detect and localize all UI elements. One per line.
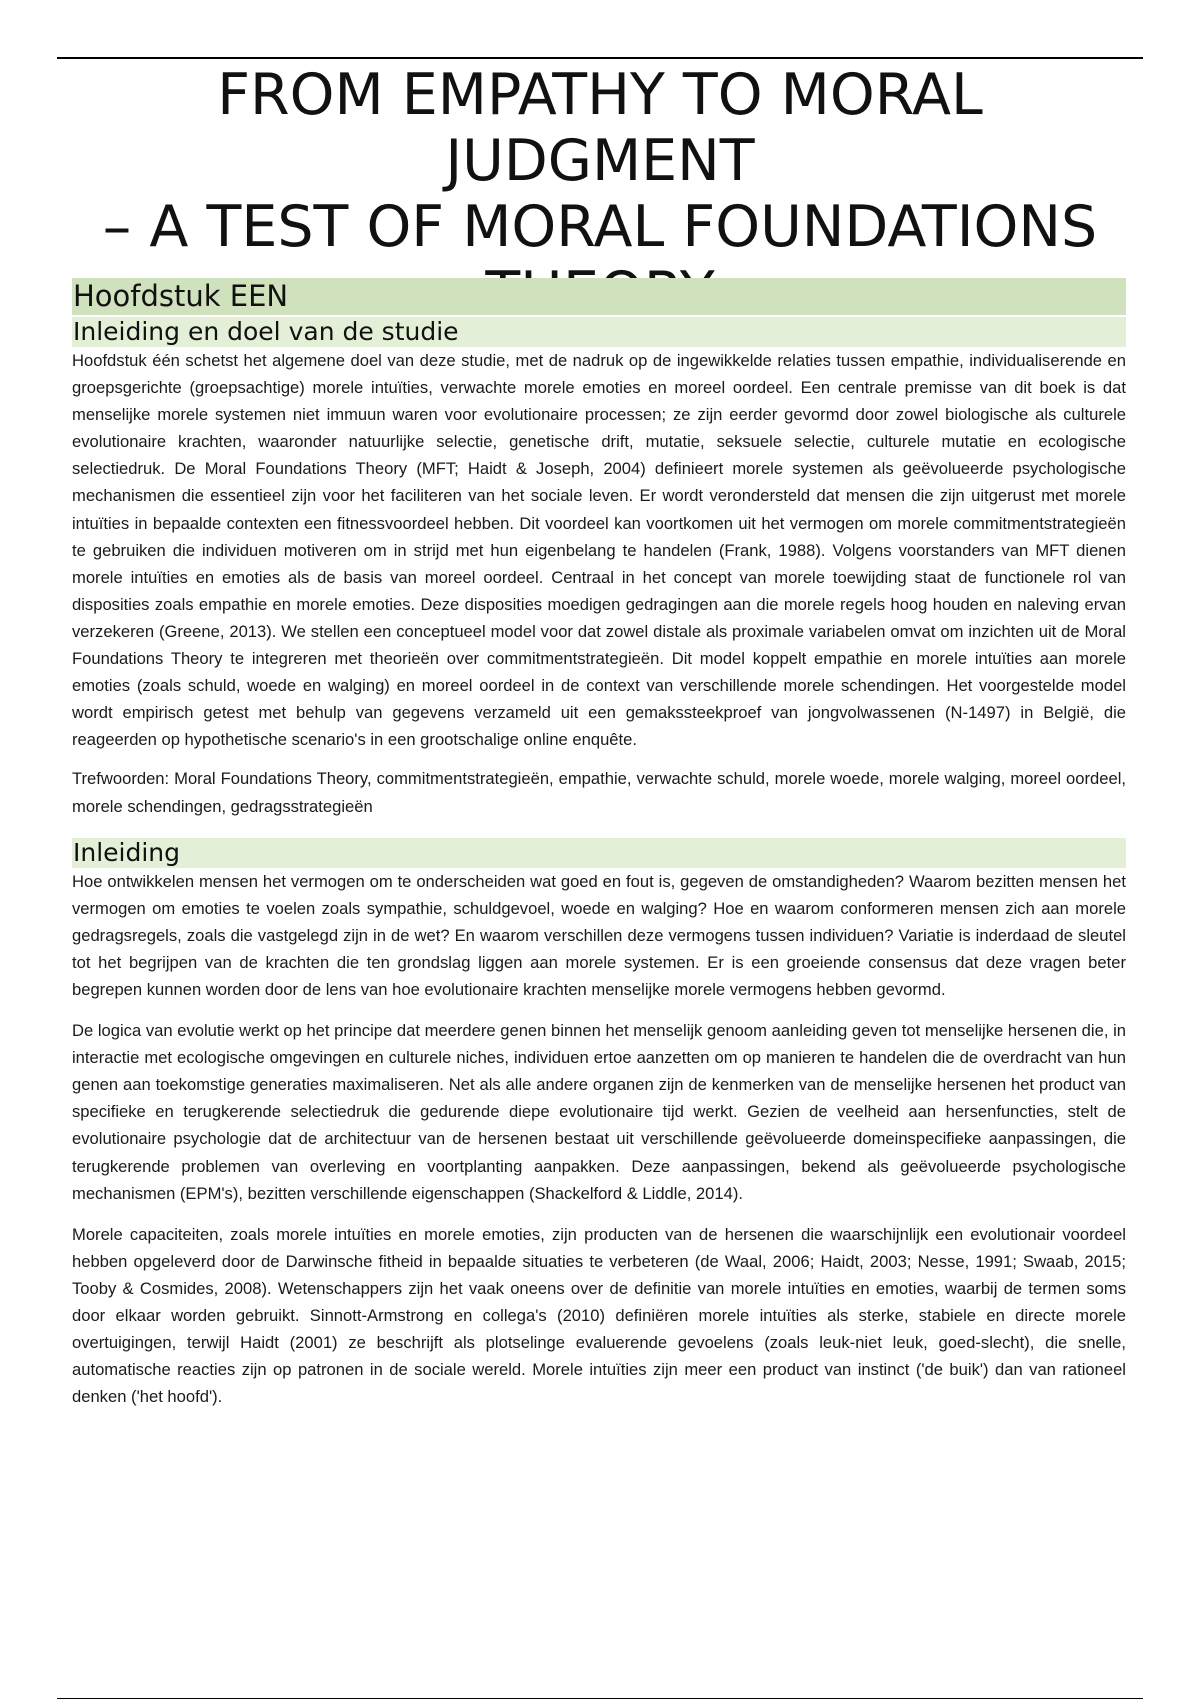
bottom-rule	[57, 1698, 1143, 1699]
keywords-paragraph: Trefwoorden: Moral Foundations Theory, commitmentstrategieën, empathie, verwachte schuld, morele woede, morele walging, moreel oordeel, morele schendingen, gedragsstrategieën	[72, 769, 1126, 816]
abstract-paragraph: Hoofdstuk één schetst het algemene doel van deze studie, met de nadruk op de ingewikkelde relaties tussen empathie, individualiserende en groepsgerichte (groepsachtige) morele intuïties, verwachte morele emoties en moreel oordeel. Een centrale premisse van dit boek is dat menselijke morele systemen niet immuun waren voor evolutionaire processen; ze zijn eerder gevormd door zowel biologische als culturele evolutionaire krachten, waaronder natuurlijke selectie, genetische drift, mutatie, seksuele selectie, culturele mutatie en ecologische selectiedruk. De Moral Foundations Theory (MFT; Haidt & Joseph, 2004) definieert morele systemen als geëvolueerde psychologische mechanismen die essentieel zijn voor het faciliteren van het sociale leven. Er wordt verondersteld dat mensen die zijn uitgerust met morele intuïties in bepaalde contexten een fitnessvoordeel hebben. Dit voordeel kan voortkomen uit het vermogen om morele commitmentstrategieën te gebruiken die individuen motiveren om in strijd met hun eigenbelang te handelen (Frank, 1988). Volgens voorstanders van MFT dienen morele intuïties en emoties als de basis van moreel oordeel. Centraal in het concept van morele toewijding staat de functionele rol van disposities zoals empathie en morele emoties. Deze disposities moedigen gedragingen aan die morele regels hoog houden en naleving ervan verzekeren (Greene, 2013). We stellen een conceptueel model voor dat zowel distale als proximale variabelen omvat om inzichten uit de Moral Foundations Theory te integreren met theorieën over commitmentstrategieën. Dit model koppelt empathie en morele intuïties aan morele emoties (zoals schuld, woede en walging) en moreel oordeel in de context van verschillende morele schendingen. Het voorgestelde model wordt empirisch getest met behulp van gegevens verzameld uit een gemakssteekproef van jongvolwassenen (N-1497) in België, die reageerden op hypothetische scenario's in een grootschalige online enquête.	[72, 351, 1126, 750]
body-paragraph: Morele capaciteiten, zoals morele intuïties en morele emoties, zijn producten van de hersenen die waarschijnlijk een evolutionair voordeel hebben opgeleverd door de Darwinsche fitheid in bepaalde situaties te verbeteren (de Waal, 2006; Haidt, 2003; Nesse, 1991; Swaab, 2015; Tooby & Cosmides, 2008). Wetenschappers zijn het vaak oneens over de definitie van morele intuïties en emoties, waarbij de termen soms door elkaar worden gebruikt. Sinnott-Armstrong en collega's (2010) definiëren morele intuïties als sterke, stabiele en directe morele overtuigingen, terwijl Haidt (2001) ze beschrijft als plotselinge evaluerende gevoelens (zoals leuk-niet leuk, goed-slecht), die snelle, automatische reacties zijn op patronen in de sociale wereld. Morele intuïties zijn meer een product van instinct ('de buik') dan van rationeel denken ('het hoofd').	[72, 1224, 1126, 1407]
document-body	[72, 278, 1126, 1410]
section-heading-intro-purpose: Inleiding en doel van de studie	[72, 317, 1126, 347]
title-line-2: – A TEST OF MORAL FOUNDATIONS	[102, 194, 1098, 260]
body-paragraph: De logica van evolutie werkt op het principe dat meerdere genen binnen het menselijk genoom aanleiding geven tot menselijke hersenen die, in interactie met ecologische omgevingen en culturele niches, individuen ertoe aanzetten om op manieren te handelen die de overdracht van hun genen aan toekomstige generaties maximaliseren. Net als alle andere organen zijn de kenmerken van de menselijke hersenen het product van specifieke en terugkerende selectiedruk die gedurende diepe evolutionaire tijd werkt. Gezien de veelheid aan hersenfuncties, stelt de evolutionaire psychologie dat de architectuur van de hersenen bestaat uit verschillende geëvolueerde domeinspecifieke aanpassingen, die terugkerende problemen van overleving en voortplanting aanpakken. Deze aanpassingen, bekend als geëvolueerde psychologische mechanismen (EPM's), bezitten verschillende eigenschappen (Shackelford & Liddle, 2014).	[72, 1021, 1126, 1203]
top-rule	[57, 57, 1143, 59]
title-line-1: FROM EMPATHY TO MORAL JUDGMENT	[217, 62, 983, 194]
section-heading-introduction: Inleiding	[72, 838, 1126, 868]
body-paragraph: Hoe ontwikkelen mensen het vermogen om te onderscheiden wat goed en fout is, gegeven de omstandigheden? Waarom bezitten mensen het vermogen om emoties te voelen zoals sympathie, schuldgevoel, woede en walging? Hoe en waarom conformeren mensen zich aan morele gedragsregels, zoals die vastgelegd zijn in de wet? En waarom verschillen deze vermogens tussen individuen? Variatie is inderdaad de sleutel tot het begrijpen van de krachten die ten grondslag liggen aan morele systemen. Er is een groeiende consensus dat deze vragen beter begrepen kunnen worden door de lens van hoe evolutionaire krachten menselijke morele vermogens hebben gevormd.	[72, 871, 1126, 999]
chapter-heading: Hoofdstuk EEN	[72, 278, 1126, 315]
